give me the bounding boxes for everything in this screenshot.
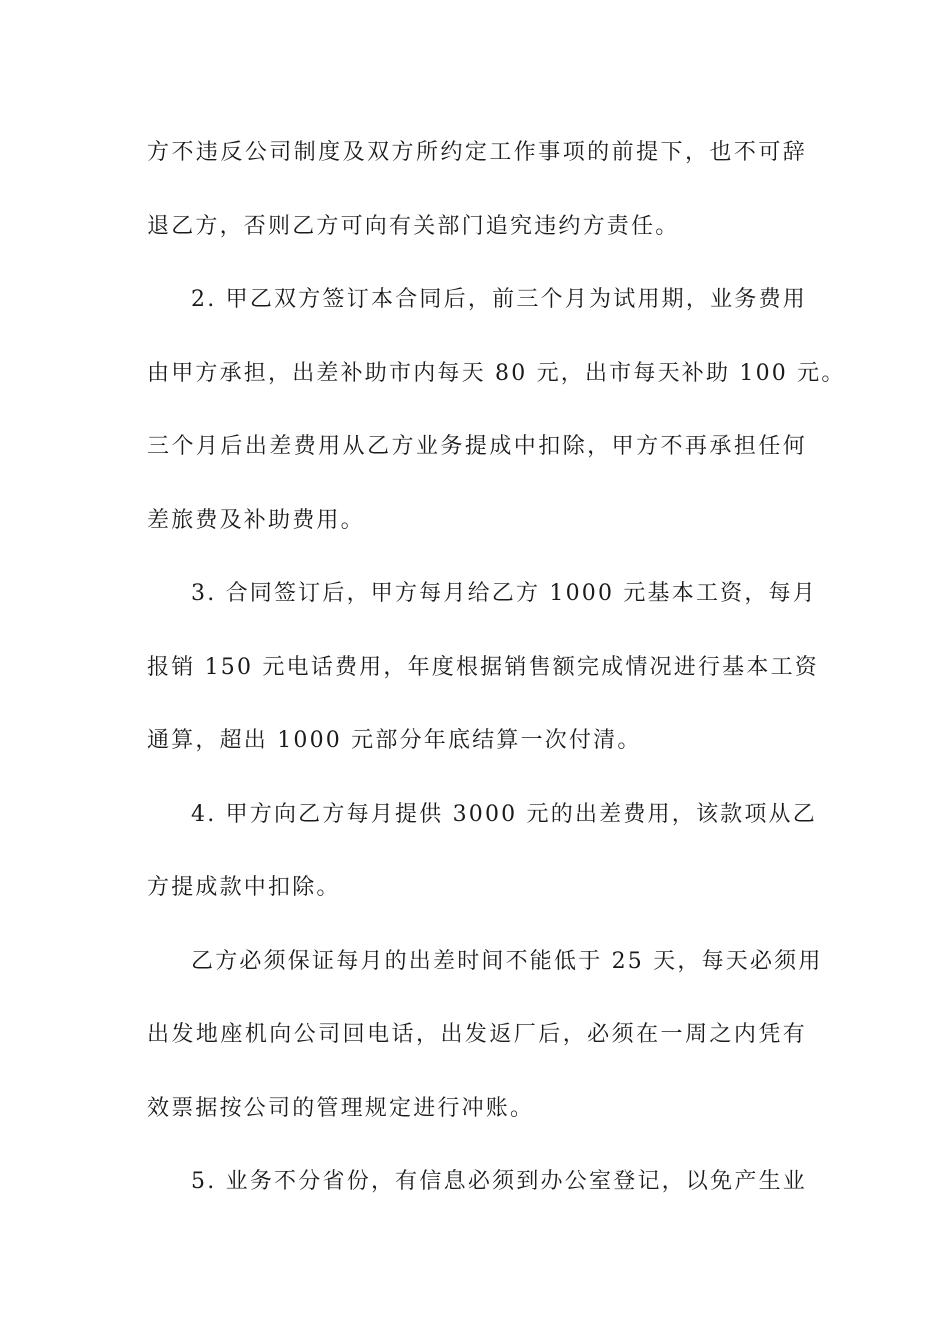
- text-line: 出发地座机向公司回电话，出发返厂后，必须在一周之内凭有: [147, 1022, 807, 1047]
- text-line: 差旅费及补助费用。: [147, 507, 365, 533]
- document-body: [147, 127, 846, 1230]
- clause-2-line: 2. 甲乙双方签订本合同后，前三个月为试用期，业务费用: [191, 287, 807, 312]
- text-line: 退乙方，否则乙方可向有关部门追究违约方责任。: [147, 213, 680, 239]
- clause-5-line: 5. 业务不分省份，有信息必须到办公室登记，以免产生业: [191, 1169, 807, 1194]
- text-line: 效票据按公司的管理规定进行冲账。: [147, 1095, 535, 1121]
- text-line: 方不违反公司制度及双方所约定工作事项的前提下，也不可辞: [147, 140, 807, 165]
- clause-4-line: 4. 甲方向乙方每月提供 3000 元的出差费用，该款项从乙: [191, 801, 817, 827]
- text-line: 由甲方承担，出差补助市内每天 80 元，出市每天补助 100 元。: [147, 360, 846, 386]
- text-line: 通算，超出 1000 元部分年底结算一次付清。: [147, 728, 642, 753]
- clause-3-line: 3. 合同签订后，甲方每月给乙方 1000 元基本工资，每月: [191, 581, 817, 606]
- text-line: 方提成款中扣除。: [147, 875, 341, 900]
- text-line: 三个月后出差费用从乙方业务提成中扣除，甲方不再承担任何: [147, 434, 807, 459]
- text-line: 报销 150 元电话费用，年度根据销售额完成情况进行基本工资: [147, 654, 819, 680]
- paragraph-line: 乙方必须保证每月的出差时间不能低于 25 天，每天必须用: [191, 948, 823, 974]
